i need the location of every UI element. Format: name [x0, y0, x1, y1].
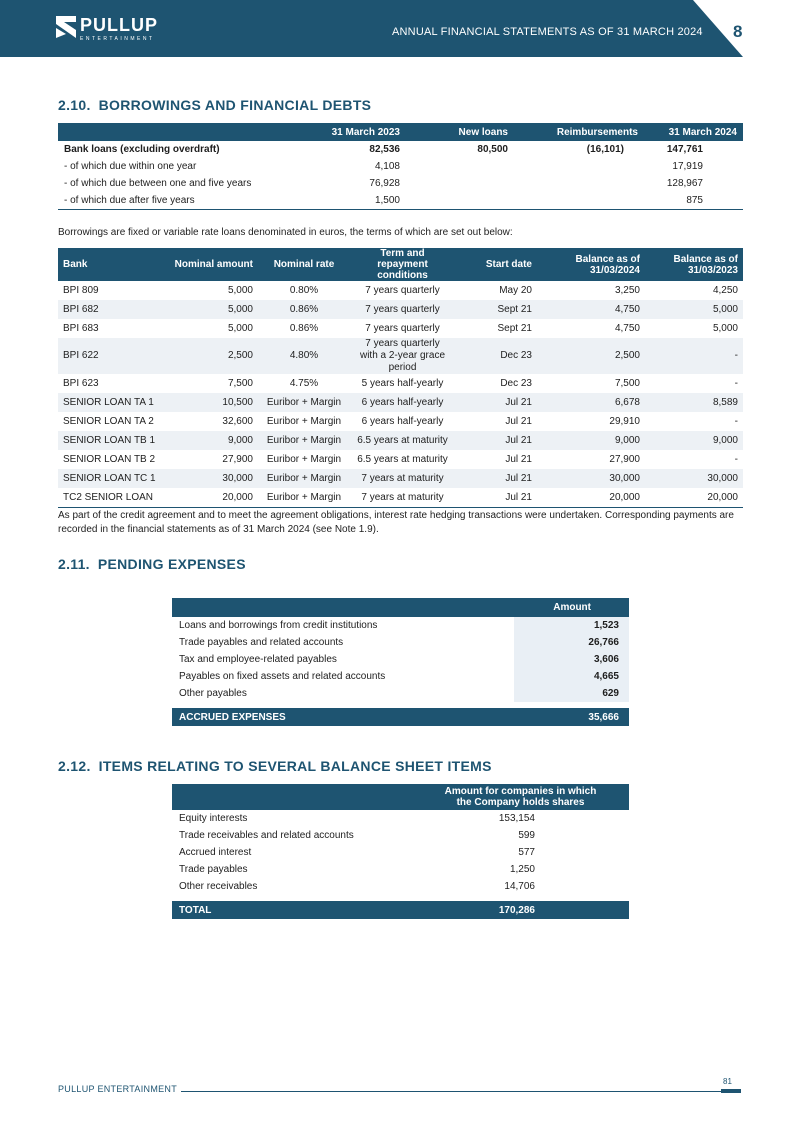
- column-header: Nominal amount: [166, 248, 258, 281]
- table-row: [172, 634, 629, 651]
- table-cell: 7 years at maturity: [350, 469, 455, 488]
- section-heading-pending-expenses: [58, 556, 246, 572]
- table-cell: - of which due within one year: [64, 161, 197, 172]
- section-number: 2.10.: [58, 97, 91, 113]
- table-row: [58, 158, 743, 175]
- table-row: [58, 300, 743, 319]
- table-cell: 9,000: [645, 431, 743, 450]
- table-header-row: [172, 784, 629, 810]
- column-header: Balance as of 31/03/2024: [537, 248, 645, 281]
- table-cell: [514, 175, 644, 192]
- table-cell: 5 years half-yearly: [361, 378, 444, 389]
- table-row: [58, 141, 743, 158]
- column-header: [402, 784, 629, 810]
- table-row: [58, 450, 743, 469]
- table-row: [58, 192, 743, 209]
- table-cell: Sept 21: [497, 323, 532, 334]
- table-cell: 4,750: [614, 323, 640, 334]
- table-cell: BPI 623: [63, 378, 99, 389]
- footer-company-name: PULLUP ENTERTAINMENT: [58, 1084, 181, 1094]
- table-cell: 32,600: [222, 416, 253, 427]
- table-cell: 0.86%: [289, 323, 319, 334]
- expense-label: Loans and borrowings from credit institutions: [179, 620, 378, 631]
- column-header: Term and repayment conditions: [350, 248, 455, 281]
- section-number: 2.12.: [58, 758, 91, 774]
- pending-expenses-table: [172, 598, 629, 726]
- table-cell: 29,910: [609, 416, 640, 427]
- item-amount: 14,706: [504, 881, 535, 892]
- table-cell: Jul 21: [505, 416, 532, 427]
- table-cell: -: [645, 338, 743, 374]
- table-row: [58, 319, 743, 338]
- table-cell: Dec 23: [500, 378, 532, 389]
- header-line: the Company holds shares: [456, 797, 585, 808]
- table-cell: Euribor + Margin: [266, 416, 342, 427]
- expense-label: Other payables: [179, 688, 247, 699]
- table-cell: [406, 158, 514, 175]
- table-cell: 20,000: [166, 488, 258, 507]
- table-cell: SENIOR LOAN TC 1: [58, 469, 166, 488]
- section-title-text: ITEMS RELATING TO SEVERAL BALANCE SHEET ITEMS: [98, 758, 492, 774]
- loans-intro-text: Borrowings are fixed or variable rate loans denominated in euros, the terms of which are set out below:: [58, 227, 513, 238]
- logo-text: PULLUP: [80, 15, 158, 35]
- table-cell: Jul 21: [455, 431, 537, 450]
- table-cell: 1,500: [316, 192, 406, 209]
- expense-label: Tax and employee-related payables: [179, 654, 337, 665]
- table-cell: 30,000: [166, 469, 258, 488]
- table-cell: Jul 21: [505, 454, 532, 465]
- column-header: Start date: [455, 248, 537, 281]
- total-label: ACCRUED EXPENSES: [172, 708, 514, 726]
- item-amount: 1,250: [509, 864, 535, 875]
- column-header: Balance as of 31/03/2023: [645, 248, 743, 281]
- item-label: Trade payables: [179, 864, 248, 875]
- table-cell: BPI 683: [63, 323, 99, 334]
- table-row: [58, 175, 743, 192]
- table-cell: 80,500: [477, 144, 508, 155]
- column-header: [58, 123, 316, 141]
- table-cell: 5,000: [645, 300, 743, 319]
- hedging-note-text: As part of the credit agreement and to meet the agreement obligations, interest rate hedging transactions were undertaken. Corresponding payments are recorded in the financial statements as of 31 March 2024 (see Note 1.9).: [58, 510, 734, 535]
- column-header: 31 March 2024: [644, 123, 743, 141]
- table-cell: 0.80%: [289, 285, 319, 296]
- table-cell: 7 years at maturity: [350, 488, 455, 507]
- borrowings-summary-table: [58, 123, 743, 210]
- column-header: [172, 598, 514, 617]
- table-cell: 6.5 years at maturity: [350, 431, 455, 450]
- table-cell: 6,678: [537, 393, 645, 412]
- table-row: [58, 374, 743, 393]
- column-header: 31 March 2023: [316, 123, 406, 141]
- table-cell: 5,000: [712, 323, 738, 334]
- table-cell: 4,250: [712, 285, 738, 296]
- table-cell: May 20: [499, 285, 532, 296]
- table-cell: SENIOR LOAN TA 2: [63, 416, 154, 427]
- table-cell: 27,900: [609, 454, 640, 465]
- table-cell: (16,101): [586, 144, 624, 155]
- table-cell: 82,536: [369, 144, 400, 155]
- table-cell: 0.86%: [258, 300, 350, 319]
- logo-subtext: ENTERTAINMENT: [80, 36, 155, 42]
- expense-label: Payables on fixed assets and related accounts: [179, 671, 386, 682]
- document-title: ANNUAL FINANCIAL STATEMENTS AS OF 31 MARCH 2024: [392, 26, 703, 38]
- table-cell: 4,108: [374, 161, 400, 172]
- total-row: [172, 901, 629, 919]
- table-cell: 3,250: [614, 285, 640, 296]
- table-cell: 20,000: [537, 488, 645, 507]
- table-cell: -: [734, 378, 738, 389]
- table-cell: SENIOR LOAN TA 1: [58, 393, 166, 412]
- column-header: New loans: [406, 123, 514, 141]
- table-cell: 2,500: [166, 338, 258, 374]
- table-cell: [514, 192, 644, 209]
- table-cell: 7,500: [227, 378, 253, 389]
- column-header: Nominal rate: [258, 248, 350, 281]
- section-heading-borrowings: [58, 97, 371, 113]
- table-row: [172, 861, 629, 878]
- table-cell: 5,000: [227, 323, 253, 334]
- table-cell: BPI 682: [58, 300, 166, 319]
- table-row: [58, 412, 743, 431]
- section-title-text: PENDING EXPENSES: [97, 556, 246, 572]
- table-row: [58, 393, 743, 412]
- section-heading-balance-sheet-items: [58, 758, 492, 774]
- table-cell: Jul 21: [455, 469, 537, 488]
- table-cell: [406, 175, 514, 192]
- table-row: [172, 844, 629, 861]
- item-label: Trade receivables and related accounts: [179, 830, 354, 841]
- table-cell: 30,000: [645, 469, 743, 488]
- table-cell: 9,000: [166, 431, 258, 450]
- page-number-tab: [693, 0, 800, 57]
- table-cell: [406, 192, 514, 209]
- table-cell: Jul 21: [455, 488, 537, 507]
- total-label: TOTAL: [172, 901, 402, 919]
- table-cell: BPI 622: [58, 338, 166, 374]
- table-cell: Bank loans (excluding overdraft): [64, 144, 220, 155]
- column-header: Bank: [58, 248, 166, 281]
- table-row: [172, 617, 629, 634]
- table-cell: 8,589: [645, 393, 743, 412]
- table-row: [58, 488, 743, 507]
- table-row: [58, 281, 743, 300]
- table-cell: 7 years quarterly with a 2-year grace period: [350, 338, 455, 374]
- table-cell: Euribor + Margin: [258, 469, 350, 488]
- table-cell: 6 years half-yearly: [361, 416, 444, 427]
- column-header: [172, 784, 402, 810]
- table-cell: 30,000: [537, 469, 645, 488]
- expense-amount: 26,766: [514, 634, 629, 651]
- table-cell: 875: [644, 192, 743, 209]
- item-label: Equity interests: [179, 813, 248, 824]
- table-row: [58, 338, 743, 374]
- footer-page-number: 81: [723, 1077, 732, 1086]
- pullup-logo: [56, 16, 158, 44]
- table-row: [172, 810, 629, 827]
- expense-amount: 629: [514, 685, 629, 702]
- table-header-row: [58, 123, 743, 141]
- table-cell: 17,919: [672, 161, 703, 172]
- table-cell: TC2 SENIOR LOAN: [58, 488, 166, 507]
- loans-detail-table: [58, 248, 743, 508]
- item-label: Accrued interest: [179, 847, 252, 858]
- item-amount: 577: [518, 847, 535, 858]
- table-cell: 76,928: [369, 178, 400, 189]
- table-cell: 7,500: [614, 378, 640, 389]
- item-label: Other receivables: [179, 881, 258, 892]
- table-row: [172, 685, 629, 702]
- table-cell: -: [734, 454, 738, 465]
- table-cell: -: [734, 416, 738, 427]
- section-number: 2.11.: [58, 556, 90, 572]
- column-header: Reimbursements: [514, 123, 644, 141]
- table-cell: 4.80%: [258, 338, 350, 374]
- table-cell: 10,500: [166, 393, 258, 412]
- table-cell: 2,500: [537, 338, 645, 374]
- header-line: Amount for companies in which: [444, 786, 597, 797]
- table-cell: 5,000: [166, 300, 258, 319]
- table-cell: 147,761: [666, 144, 703, 155]
- table-row: [172, 668, 629, 685]
- table-cell: [514, 158, 644, 175]
- total-value: 35,666: [514, 708, 629, 726]
- table-cell: 27,900: [222, 454, 253, 465]
- table-cell: BPI 809: [63, 285, 99, 296]
- table-cell: - of which due after five years: [58, 192, 316, 209]
- expense-amount: 4,665: [514, 668, 629, 685]
- item-amount: 599: [518, 830, 535, 841]
- table-cell: 6 years half-yearly: [350, 393, 455, 412]
- logo-mark-icon: [56, 16, 76, 38]
- table-cell: Jul 21: [455, 393, 537, 412]
- column-header: Amount: [514, 598, 629, 617]
- section-page-number: 8: [733, 22, 743, 41]
- footer-tab-mark: [721, 1089, 741, 1093]
- table-cell: Dec 23: [455, 338, 537, 374]
- table-header-row: [172, 598, 629, 617]
- table-cell: 6.5 years at maturity: [357, 454, 448, 465]
- table-cell: 5,000: [227, 285, 253, 296]
- table-cell: 7 years quarterly: [350, 300, 455, 319]
- total-row: [172, 708, 629, 726]
- table-cell: SENIOR LOAN TB 1: [58, 431, 166, 450]
- table-row: [58, 469, 743, 488]
- table-cell: Euribor + Margin: [258, 393, 350, 412]
- table-cell: SENIOR LOAN TB 2: [63, 454, 156, 465]
- table-cell: Euribor + Margin: [258, 431, 350, 450]
- table-cell: 7 years quarterly: [365, 323, 440, 334]
- table-row: [172, 878, 629, 895]
- section-title-text: BORROWINGS AND FINANCIAL DEBTS: [98, 97, 372, 113]
- table-cell: - of which due between one and five years: [64, 178, 252, 189]
- table-row: [58, 431, 743, 450]
- table-cell: Sept 21: [455, 300, 537, 319]
- table-cell: 4,750: [537, 300, 645, 319]
- item-amount: 153,154: [498, 813, 535, 824]
- table-cell: 9,000: [537, 431, 645, 450]
- table-cell: Euribor + Margin: [258, 488, 350, 507]
- balance-sheet-items-table: [172, 784, 629, 919]
- total-value: 170,286: [402, 901, 629, 919]
- table-header-row: [58, 248, 743, 281]
- table-cell: 4.75%: [289, 378, 319, 389]
- table-cell: Euribor + Margin: [266, 454, 342, 465]
- table-cell: 20,000: [645, 488, 743, 507]
- expense-amount: 3,606: [514, 651, 629, 668]
- table-row: [172, 651, 629, 668]
- expense-label: Trade payables and related accounts: [179, 637, 344, 648]
- table-row: [172, 827, 629, 844]
- expense-amount: 1,523: [514, 617, 629, 634]
- table-cell: 128,967: [666, 178, 703, 189]
- table-cell: 7 years quarterly: [365, 285, 440, 296]
